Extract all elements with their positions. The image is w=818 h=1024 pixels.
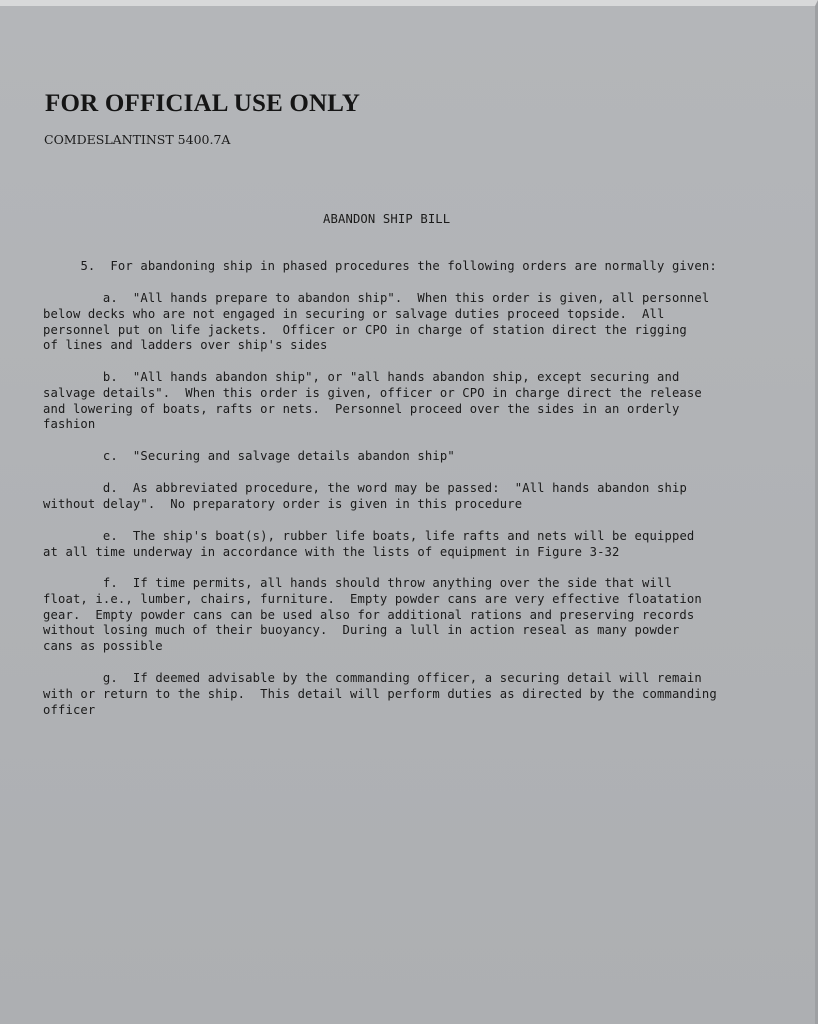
- instruction-number: COMDESLANTINST 5400.7A: [44, 132, 231, 147]
- paragraph-b: b. "All hands abandon ship", or "all hands abandon ship, except securing and salvage details". When this order is given, officer or CPO in charge direct the release and lowering of boats, rafts or nets. Personnel proceed over the sides in an orderly fashion: [43, 370, 702, 432]
- section-title: ABANDON SHIP BILL: [323, 212, 451, 226]
- paragraph-g: g. If deemed advisable by the commanding officer, a securing detail will remain with or return to the ship. This detail will perform duties as directed by the commanding officer: [43, 671, 717, 717]
- paragraph-c: c. "Securing and salvage details abandon ship": [43, 449, 455, 463]
- paragraph-d: d. As abbreviated procedure, the word may be passed: "All hands abandon ship without delay". No preparatory order is given in this procedure: [43, 481, 687, 511]
- classification-header: FOR OFFICIAL USE ONLY: [45, 90, 361, 117]
- paragraph-a: a. "All hands prepare to abandon ship". When this order is given, all personnel below decks who are not engaged in securing or salvage duties proceed topside. All personnel put on life jackets. Officer or CPO in charge of station direct the rigging of lines and ladders over ship's sides: [43, 291, 710, 353]
- paragraph-5-intro: 5. For abandoning ship in phased procedures the following orders are normally given:: [43, 259, 717, 273]
- paragraph-e: e. The ship's boat(s), rubber life boats, life rafts and nets will be equipped at all time underway in accordance with the lists of equipment in Figure 3-32: [43, 529, 695, 559]
- paragraph-f: f. If time permits, all hands should throw anything over the side that will float, i.e., lumber, chairs, furniture. Empty powder cans are very effective floatation gear. Empty powder cans can be used also for additional rations and preserving records without losing much of their buoyancy. During a lull in action reseal as many powder cans as possible: [43, 576, 702, 654]
